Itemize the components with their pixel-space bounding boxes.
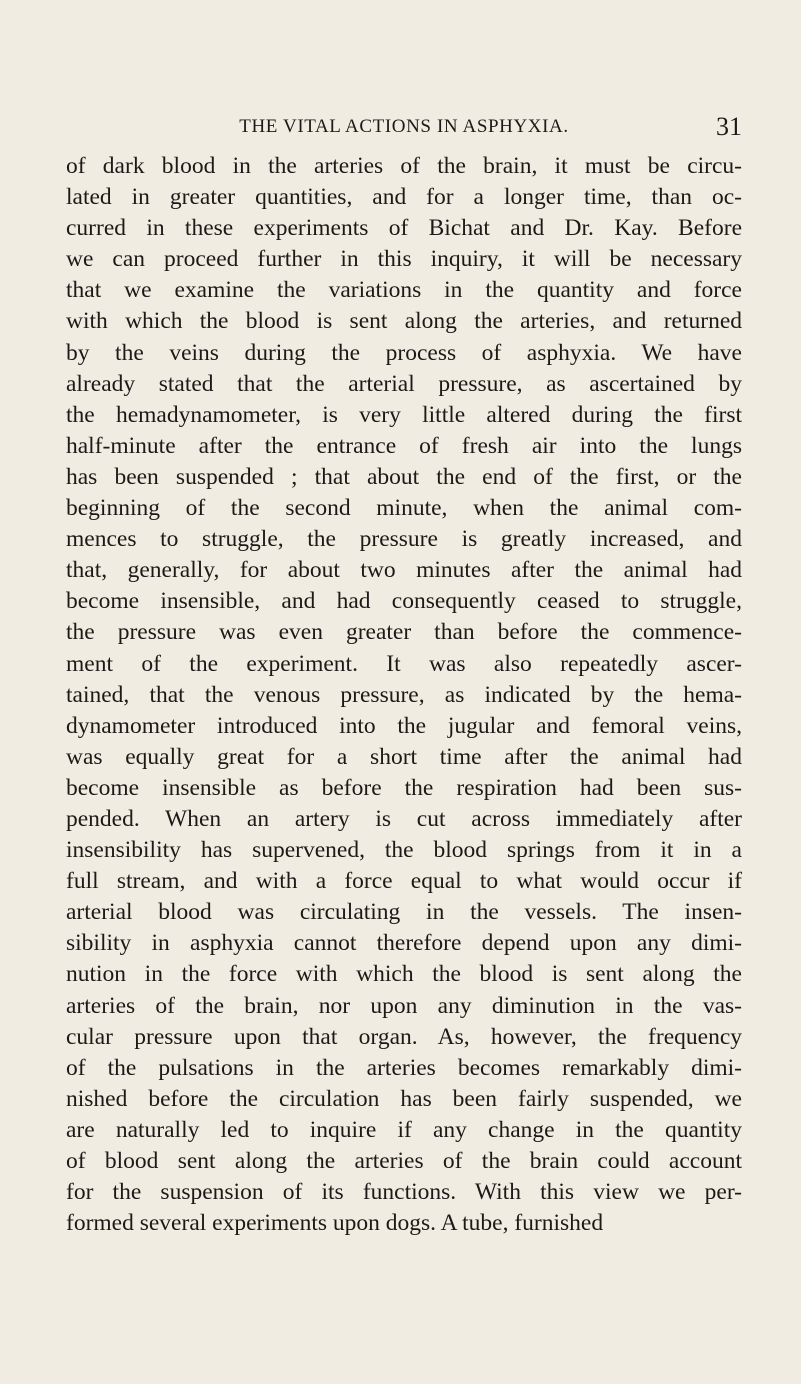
text-line: insensibility has supervened, the blood springs from it in a xyxy=(66,837,742,864)
running-title: THE VITAL ACTIONS IN ASPHYXIA. xyxy=(239,116,569,137)
text-line: dynamometer introduced into the jugular and femoral veins, xyxy=(66,712,742,739)
text-line: that we examine the variations in the quantity and force xyxy=(66,277,742,304)
text-line: half-minute after the entrance of fresh air into the lungs xyxy=(66,432,742,459)
text-line: of the pulsations in the arteries becomes remarkably dimi- xyxy=(66,1054,742,1081)
text-line: arteries of the brain, nor upon any diminution in the vas- xyxy=(66,992,742,1019)
text-line: of blood sent along the arteries of the brain could account xyxy=(66,1148,742,1174)
text-line: was equally great for a short time after the animal had xyxy=(66,743,742,770)
text-line: that, generally, for about two minutes after the animal had xyxy=(66,557,742,584)
text-line: cular pressure upon that organ. As, however, the frequency xyxy=(66,1023,742,1050)
text-line: the hemadynamometer, is very little altered during the first xyxy=(66,401,742,428)
text-line: has been suspended ; that about the end of the first, or the xyxy=(66,463,742,490)
page-number: 31 xyxy=(716,112,742,141)
text-line: sibility in asphyxia cannot therefore depend upon any dimi- xyxy=(66,930,742,957)
body-text xyxy=(66,151,742,1239)
text-line: nished before the circulation has been fairly suspended, we xyxy=(66,1085,742,1112)
text-line: lated in greater quantities, and for a longer time, than oc- xyxy=(66,184,742,211)
text-line: of dark blood in the arteries of the brain, it must be circu- xyxy=(66,153,742,179)
text-line: pended. When an artery is cut across immediately after xyxy=(66,805,742,832)
text-line: curred in these experiments of Bichat and Dr. Kay. Before xyxy=(66,215,742,242)
text-line: become insensible as before the respiration had been sus- xyxy=(66,774,742,801)
text-line: formed several experiments upon dogs. A tube, furnished xyxy=(66,1210,604,1237)
running-head xyxy=(66,114,742,144)
text-line: full stream, and with a force equal to what would occur if xyxy=(66,868,742,895)
text-line: beginning of the second minute, when the animal com- xyxy=(66,495,742,522)
text-line: arterial blood was circulating in the vessels. The insen- xyxy=(66,899,742,926)
text-line: mences to struggle, the pressure is greatly increased, and xyxy=(66,526,742,553)
text-line: for the suspension of its functions. With this view we per- xyxy=(66,1179,742,1206)
text-line: already stated that the arterial pressure, as ascertained by xyxy=(66,370,742,397)
text-line: nution in the force with which the blood is sent along the xyxy=(66,961,742,988)
text-line: with which the blood is sent along the arteries, and returned xyxy=(66,308,742,335)
text-line: are naturally led to inquire if any change in the quantity xyxy=(66,1116,742,1143)
text-line: the pressure was even greater than before the commence- xyxy=(66,619,742,646)
text-line: by the veins during the process of asphyxia. We have xyxy=(66,339,742,366)
text-line: we can proceed further in this inquiry, it will be necessary xyxy=(66,246,742,273)
text-line: ment of the experiment. It was also repeatedly ascer- xyxy=(66,650,742,677)
text-line: become insensible, and had consequently ceased to struggle, xyxy=(66,588,742,615)
text-line: tained, that the venous pressure, as indicated by the hema- xyxy=(66,681,742,708)
